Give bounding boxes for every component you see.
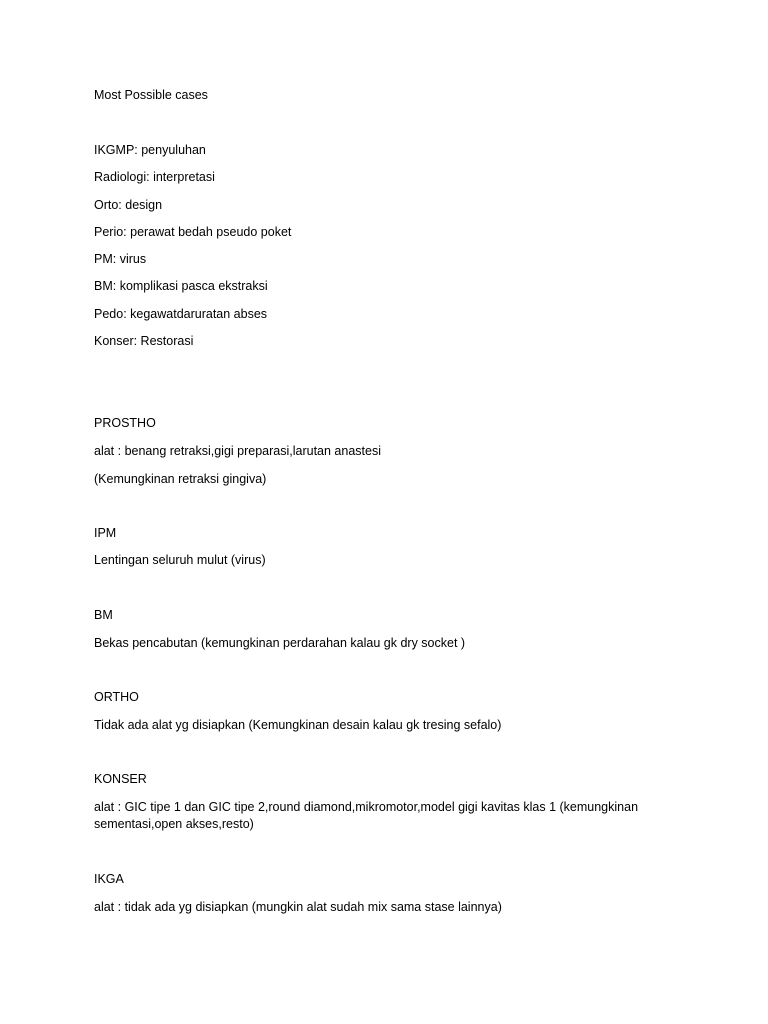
section-heading-ikga: IKGA [94,872,124,886]
section-line: (Kemungkinan retraksi gingiva) [94,472,267,486]
section-heading-ipm: IPM [94,526,117,540]
section-line: alat : tidak ada yg disiapkan (mungkin alat sudah mix sama stase lainnya) [94,900,502,914]
section-heading-ortho: ORTHO [94,690,139,704]
document-title: Most Possible cases [94,88,208,102]
case-item: Perio: perawat bedah pseudo poket [94,225,292,239]
section-line: Lentingan seluruh mulut (virus) [94,553,266,567]
section-line: alat : GIC tipe 1 dan GIC tipe 2,round diamond,mikromotor,model gigi kavitas klas 1 (kemungkinan sementasi,open akses,resto) [94,800,639,831]
section-line: Tidak ada alat yg disiapkan (Kemungkinan desain kalau gk tresing sefalo) [94,718,502,732]
section-line: Bekas pencabutan (kemungkinan perdarahan kalau gk dry socket ) [94,636,466,650]
case-item: Konser: Restorasi [94,334,194,348]
section-heading-prostho: PROSTHO [94,416,156,430]
section-line: alat : benang retraksi,gigi preparasi,larutan anastesi [94,444,381,458]
section-heading-konser: KONSER [94,772,147,786]
section-heading-bm: BM [94,608,113,622]
case-item: Radiologi: interpretasi [94,170,215,184]
case-item: IKGMP: penyuluhan [94,143,206,157]
case-item: Pedo: kegawatdaruratan abses [94,307,268,321]
case-item: Orto: design [94,198,163,212]
case-item: BM: komplikasi pasca ekstraksi [94,279,268,293]
case-item: PM: virus [94,252,147,266]
